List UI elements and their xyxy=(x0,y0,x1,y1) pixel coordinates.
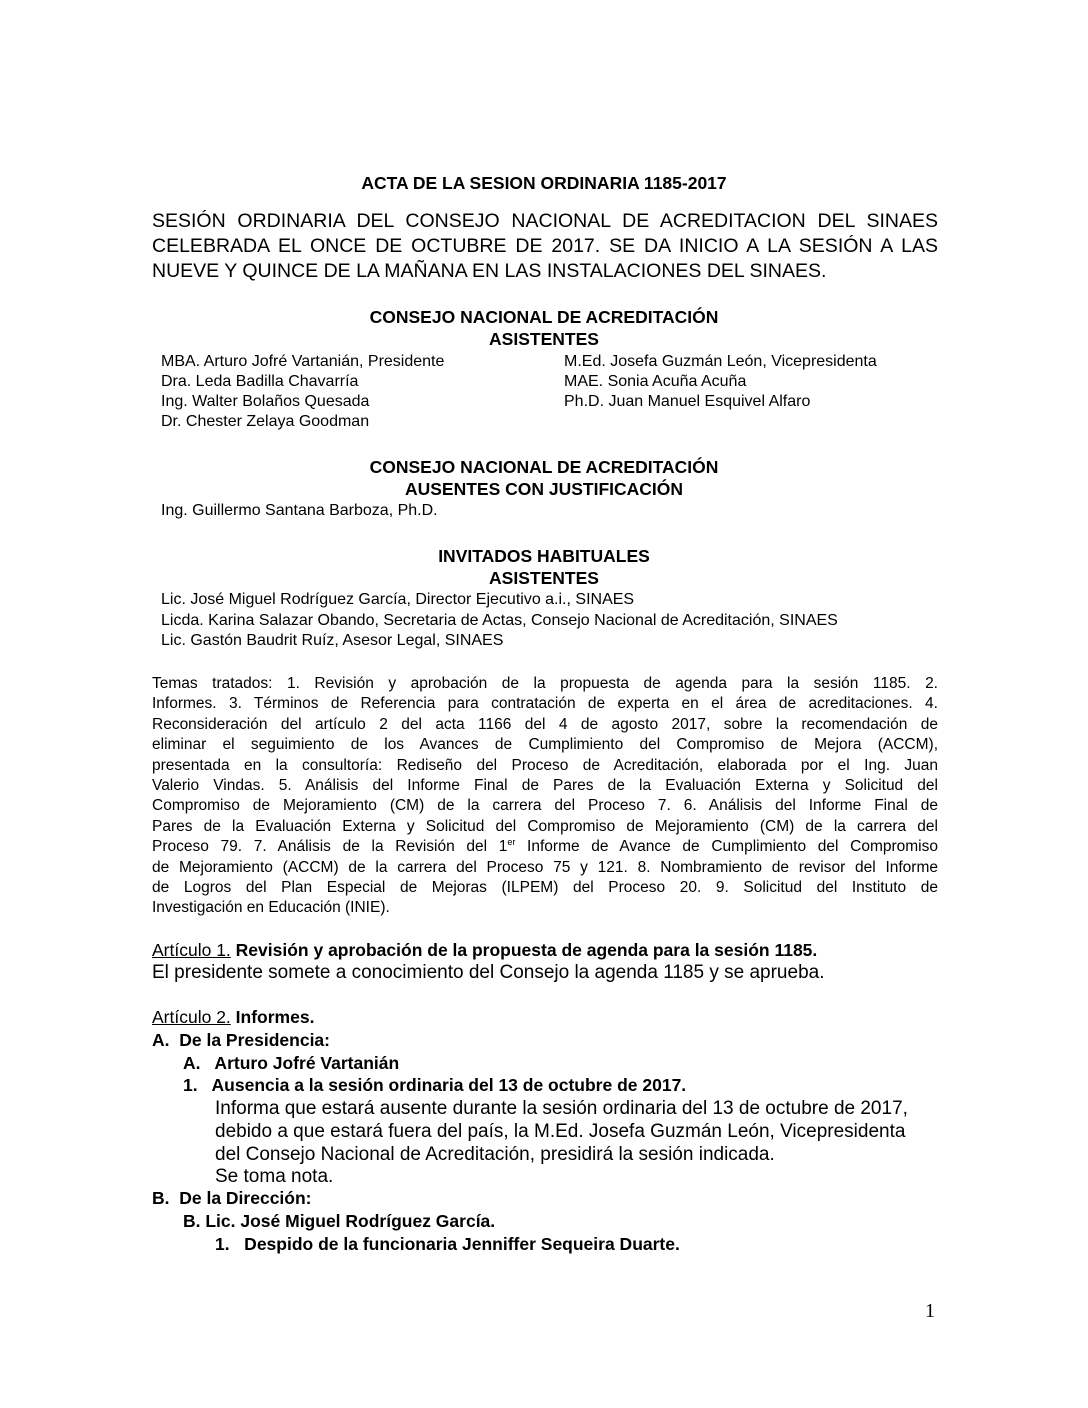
intro-line: CELEBRADA EL ONCE DE OCTUBRE DE 2017. SE DA INICIO A LA SESIÓN A LAS xyxy=(152,235,938,257)
item-b1-title: 1. Despido de la funcionaria Jenniffer Sequeira Duarte. xyxy=(215,1234,680,1254)
topics-line: Proceso 79. 7. Análisis de la Revisión del 1er Informe de Avance de Cumplimiento del Compromiso xyxy=(152,836,938,856)
member-name: MAE. Sonia Acuña Acuña xyxy=(564,373,747,390)
topics-line: eliminar el seguimiento de los Avances de Cumplimiento del Compromiso de Mejora (ACCM), xyxy=(152,736,938,754)
topics-line: de Logros del Plan Especial de Mejoras (ILPEM) del Proceso 20. 9. Solicitud del Instituto de xyxy=(152,878,938,896)
guest-name: Lic. José Miguel Rodríguez García, Director Ejecutivo a.i., SINAES xyxy=(161,591,635,608)
council-absent-subheading: AUSENTES CON JUSTIFICACIÓN xyxy=(404,479,684,499)
member-name: Ing. Walter Bolaños Quesada xyxy=(161,393,370,410)
item-a1-body-line: Informa que estará ausente durante la sesión ordinaria del 13 de octubre de 2017, xyxy=(215,1098,908,1119)
guests-heading: INVITADOS HABITUALES xyxy=(438,546,650,566)
member-name: MBA. Arturo Jofré Vartanián, Presidente xyxy=(161,353,445,370)
article-2-title: Informes. xyxy=(235,1007,315,1027)
article-1-body: El presidente somete a conocimiento del Consejo la agenda 1185 y se aprueba. xyxy=(152,962,825,983)
topics-line: Investigación en Educación (INIE). xyxy=(152,899,390,917)
member-name: Dra. Leda Badilla Chavarría xyxy=(161,373,359,390)
article-2-label: Artículo 2. xyxy=(152,1007,231,1027)
intro-line: SESIÓN ORDINARIA DEL CONSEJO NACIONAL DE ACREDITACION DEL SINAES xyxy=(152,210,938,232)
topics-line: Valerio Vindas. 5. Análisis del Informe Final de Pares de la Evaluación Externa y Solicitud del xyxy=(152,776,938,794)
topics-line: Temas tratados: 1. Revisión y aprobación de la propuesta de agenda para la sesión 1185. 2. xyxy=(152,675,938,692)
topics-line: Compromiso de Mejoramiento (CM) de la carrera del Proceso 7. 6. Análisis del Informe Final de xyxy=(152,797,938,815)
member-name: Dr. Chester Zelaya Goodman xyxy=(161,413,370,430)
item-a1-body-line: debido a que estará fuera del país, la M.Ed. Josefa Guzmán León, Vicepresidenta xyxy=(215,1121,906,1142)
section-a-subheading: A. Arturo Jofré Vartanián xyxy=(183,1053,400,1073)
section-b-heading: B. De la Dirección: xyxy=(152,1188,312,1208)
topics-line: presentada en la consultoría: Rediseño del Proceso de Acreditación, elaborada por el Ing. Juan xyxy=(152,756,938,774)
topics-paragraph xyxy=(152,674,938,919)
council-present-subheading: ASISTENTES xyxy=(489,329,599,349)
section-a-heading: A. De la Presidencia: xyxy=(152,1030,330,1050)
guests-subheading: ASISTENTES xyxy=(489,568,599,588)
intro-line: NUEVE Y QUINCE DE LA MAÑANA EN LAS INSTALACIONES DEL SINAES. xyxy=(152,260,827,282)
section-b-subheading: B. Lic. José Miguel Rodríguez García. xyxy=(183,1211,496,1231)
article-2-heading xyxy=(152,1007,314,1028)
document-title: ACTA DE LA SESION ORDINARIA 1185-2017 xyxy=(361,173,727,193)
item-a1-body-line: del Consejo Nacional de Acreditación, presidirá la sesión indicada. xyxy=(215,1144,775,1165)
article-1-title: Revisión y aprobación de la propuesta de agenda para la sesión 1185. xyxy=(235,940,818,960)
article-1-label: Artículo 1. xyxy=(152,940,231,960)
council-absent-heading: CONSEJO NACIONAL DE ACREDITACIÓN xyxy=(369,457,719,477)
topics-line: Pares de la Evaluación Externa y Solicitud del Compromiso de Mejoramiento (CM) de la carrera del xyxy=(152,817,938,835)
page-number: 1 xyxy=(925,1300,935,1322)
guest-name: Licda. Karina Salazar Obando, Secretaria de Actas, Consejo Nacional de Acreditación, SINAES xyxy=(161,612,838,629)
ordinal-superscript: er xyxy=(507,836,516,847)
council-present-heading: CONSEJO NACIONAL DE ACREDITACIÓN xyxy=(369,307,719,327)
item-a1-body-line: Se toma nota. xyxy=(215,1166,334,1187)
topics-line: Informes. 3. Términos de Referencia para contratación de experta en el área de acreditaciones. 4. xyxy=(152,695,938,713)
member-name: M.Ed. Josefa Guzmán León, Vicepresidenta xyxy=(564,353,877,370)
article-1-heading xyxy=(152,940,817,961)
item-a1-title: 1. Ausencia a la sesión ordinaria del 13 de octubre de 2017. xyxy=(183,1075,687,1095)
topics-line: de Mejoramiento (ACCM) de la carrera del Proceso 75 y 121. 8. Nombramiento de revisor del Informe xyxy=(152,858,938,876)
guest-name: Lic. Gastón Baudrit Ruíz, Asesor Legal, SINAES xyxy=(161,632,504,649)
session-intro xyxy=(152,209,938,284)
member-name: Ing. Guillermo Santana Barboza, Ph.D. xyxy=(161,502,438,519)
topics-line: Reconsideración del artículo 2 del acta 1166 del 4 de agosto 2017, sobre la recomendación de xyxy=(152,715,938,733)
member-name: Ph.D. Juan Manuel Esquivel Alfaro xyxy=(564,393,811,410)
